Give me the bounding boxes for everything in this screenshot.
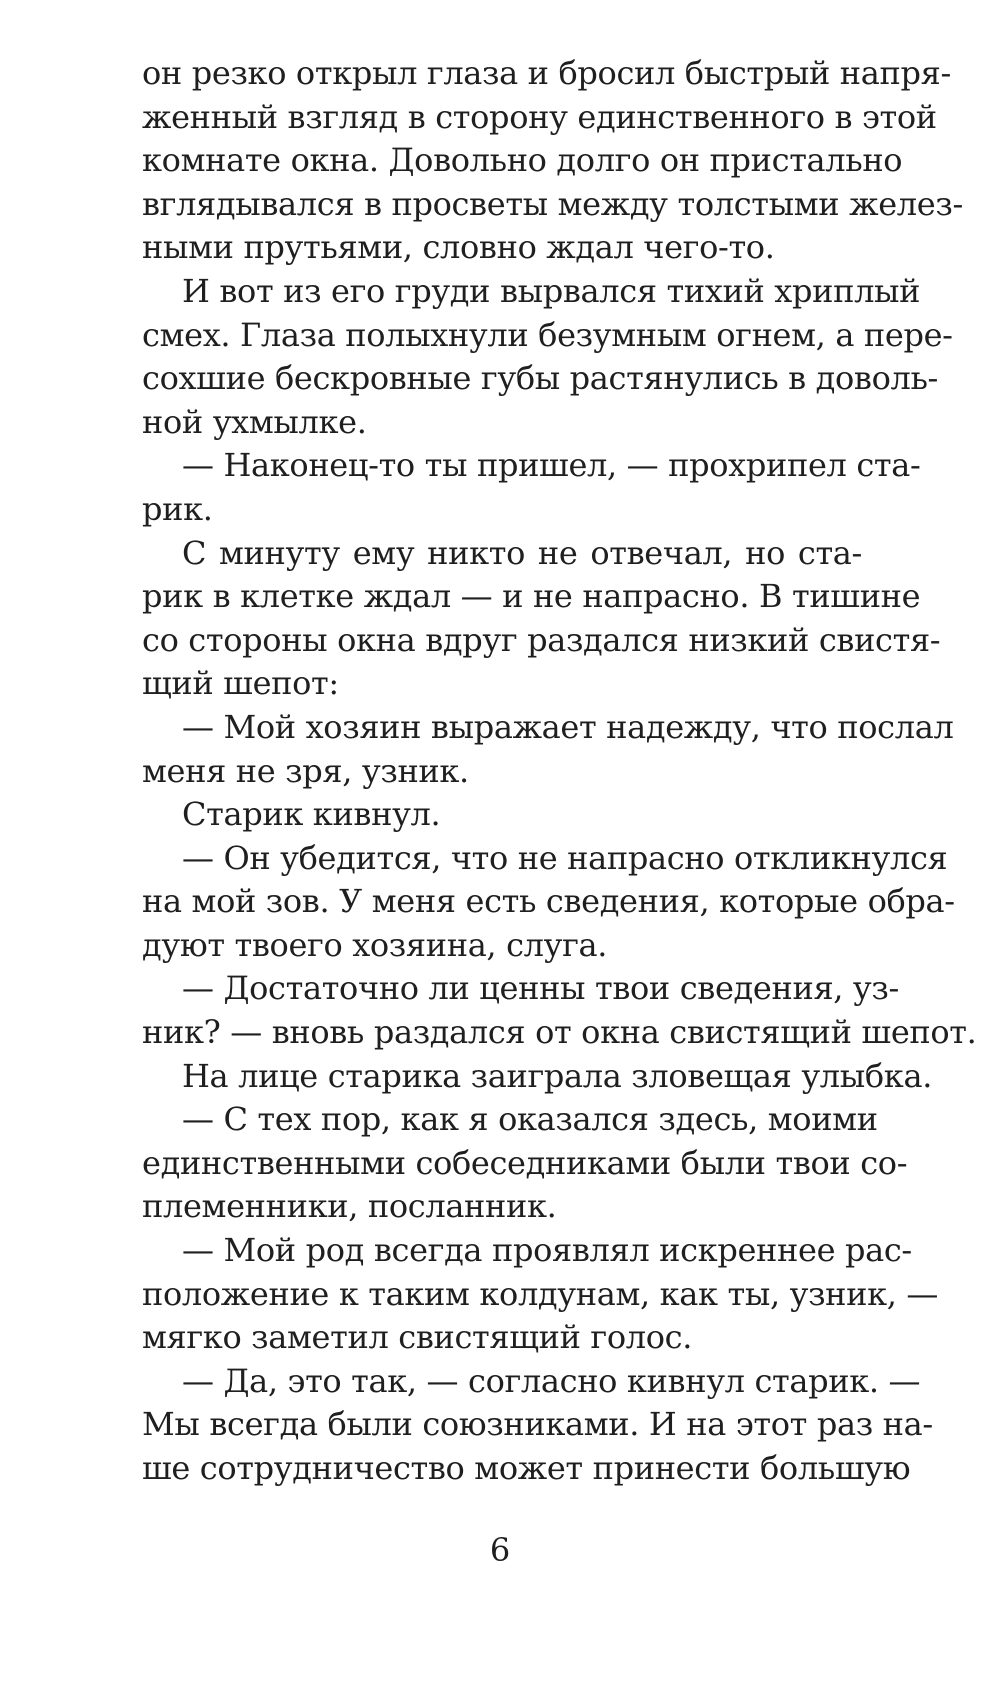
text-line: С минуту ему никто не отвечал, но ста- <box>182 533 862 572</box>
text-line: положение к таким колдунам, как ты, узник, — <box>142 1274 939 1313</box>
text-line: И вот из его груди вырвался тихий хриплый <box>182 271 921 310</box>
text-line: Мы всегда были союзниками. И на этот раз на- <box>142 1405 933 1444</box>
text-line: рик в клетке ждал — и не напрасно. В тишине <box>142 577 921 616</box>
text-line: — Достаточно ли ценны твои сведения, уз- <box>182 969 899 1008</box>
text-line: женный взгляд в сторону единственного в этой <box>142 97 937 136</box>
text-line: — Да, это так, — согласно кивнул старик. — <box>182 1361 921 1400</box>
text-line: дуют твоего хозяина, слуга. <box>142 925 608 964</box>
text-line: ше сотрудничество может принести большую <box>142 1449 911 1487</box>
text-line: — Наконец-то ты пришел, — прохрипел ста- <box>182 446 921 485</box>
text-line: — С тех пор, как я оказался здесь, моими <box>182 1100 878 1139</box>
text-line: — Мой род всегда проявлял искреннее рас- <box>182 1231 912 1270</box>
text-line: рик. <box>142 489 213 528</box>
text-line: ными прутьями, словно ждал чего-то. <box>142 228 775 267</box>
text-line: меня не зря, узник. <box>142 751 469 790</box>
text-line: сохшие бескровные губы растянулись в доволь- <box>142 359 939 398</box>
text-line: смех. Глаза полыхнули безумным огнем, а пере- <box>142 315 953 354</box>
text-line: комнате окна. Довольно долго он пристально <box>142 141 903 180</box>
text-line: — Мой хозяин выражает надежду, что послал <box>182 707 954 746</box>
text-line: он резко открыл глаза и бросил быстрый напря- <box>142 54 951 92</box>
text-line: Старик кивнул. <box>182 795 441 834</box>
body-text <box>142 52 977 1491</box>
text-line: вглядывался в просветы между толстыми желез- <box>142 184 963 223</box>
text-line: единственными собеседниками были твои со- <box>142 1143 908 1182</box>
text-line: на мой зов. У меня есть сведения, которые обра- <box>142 882 955 921</box>
text-line: мягко заметил свистящий голос. <box>142 1318 693 1357</box>
text-line: щий шепот: <box>142 664 339 703</box>
text-line: ной ухмылке. <box>142 402 367 441</box>
text-line: племенники, посланник. <box>142 1187 557 1226</box>
page-number: 6 <box>489 1531 511 1569</box>
text-line: со стороны окна вдруг раздался низкий свистя- <box>142 620 941 659</box>
text-line: ник? — вновь раздался от окна свистящий шепот. <box>142 1013 977 1052</box>
text-line: — Он убедится, что не напрасно откликнулся <box>182 838 948 877</box>
text-line: На лице старика заиграла зловещая улыбка. <box>182 1056 933 1095</box>
